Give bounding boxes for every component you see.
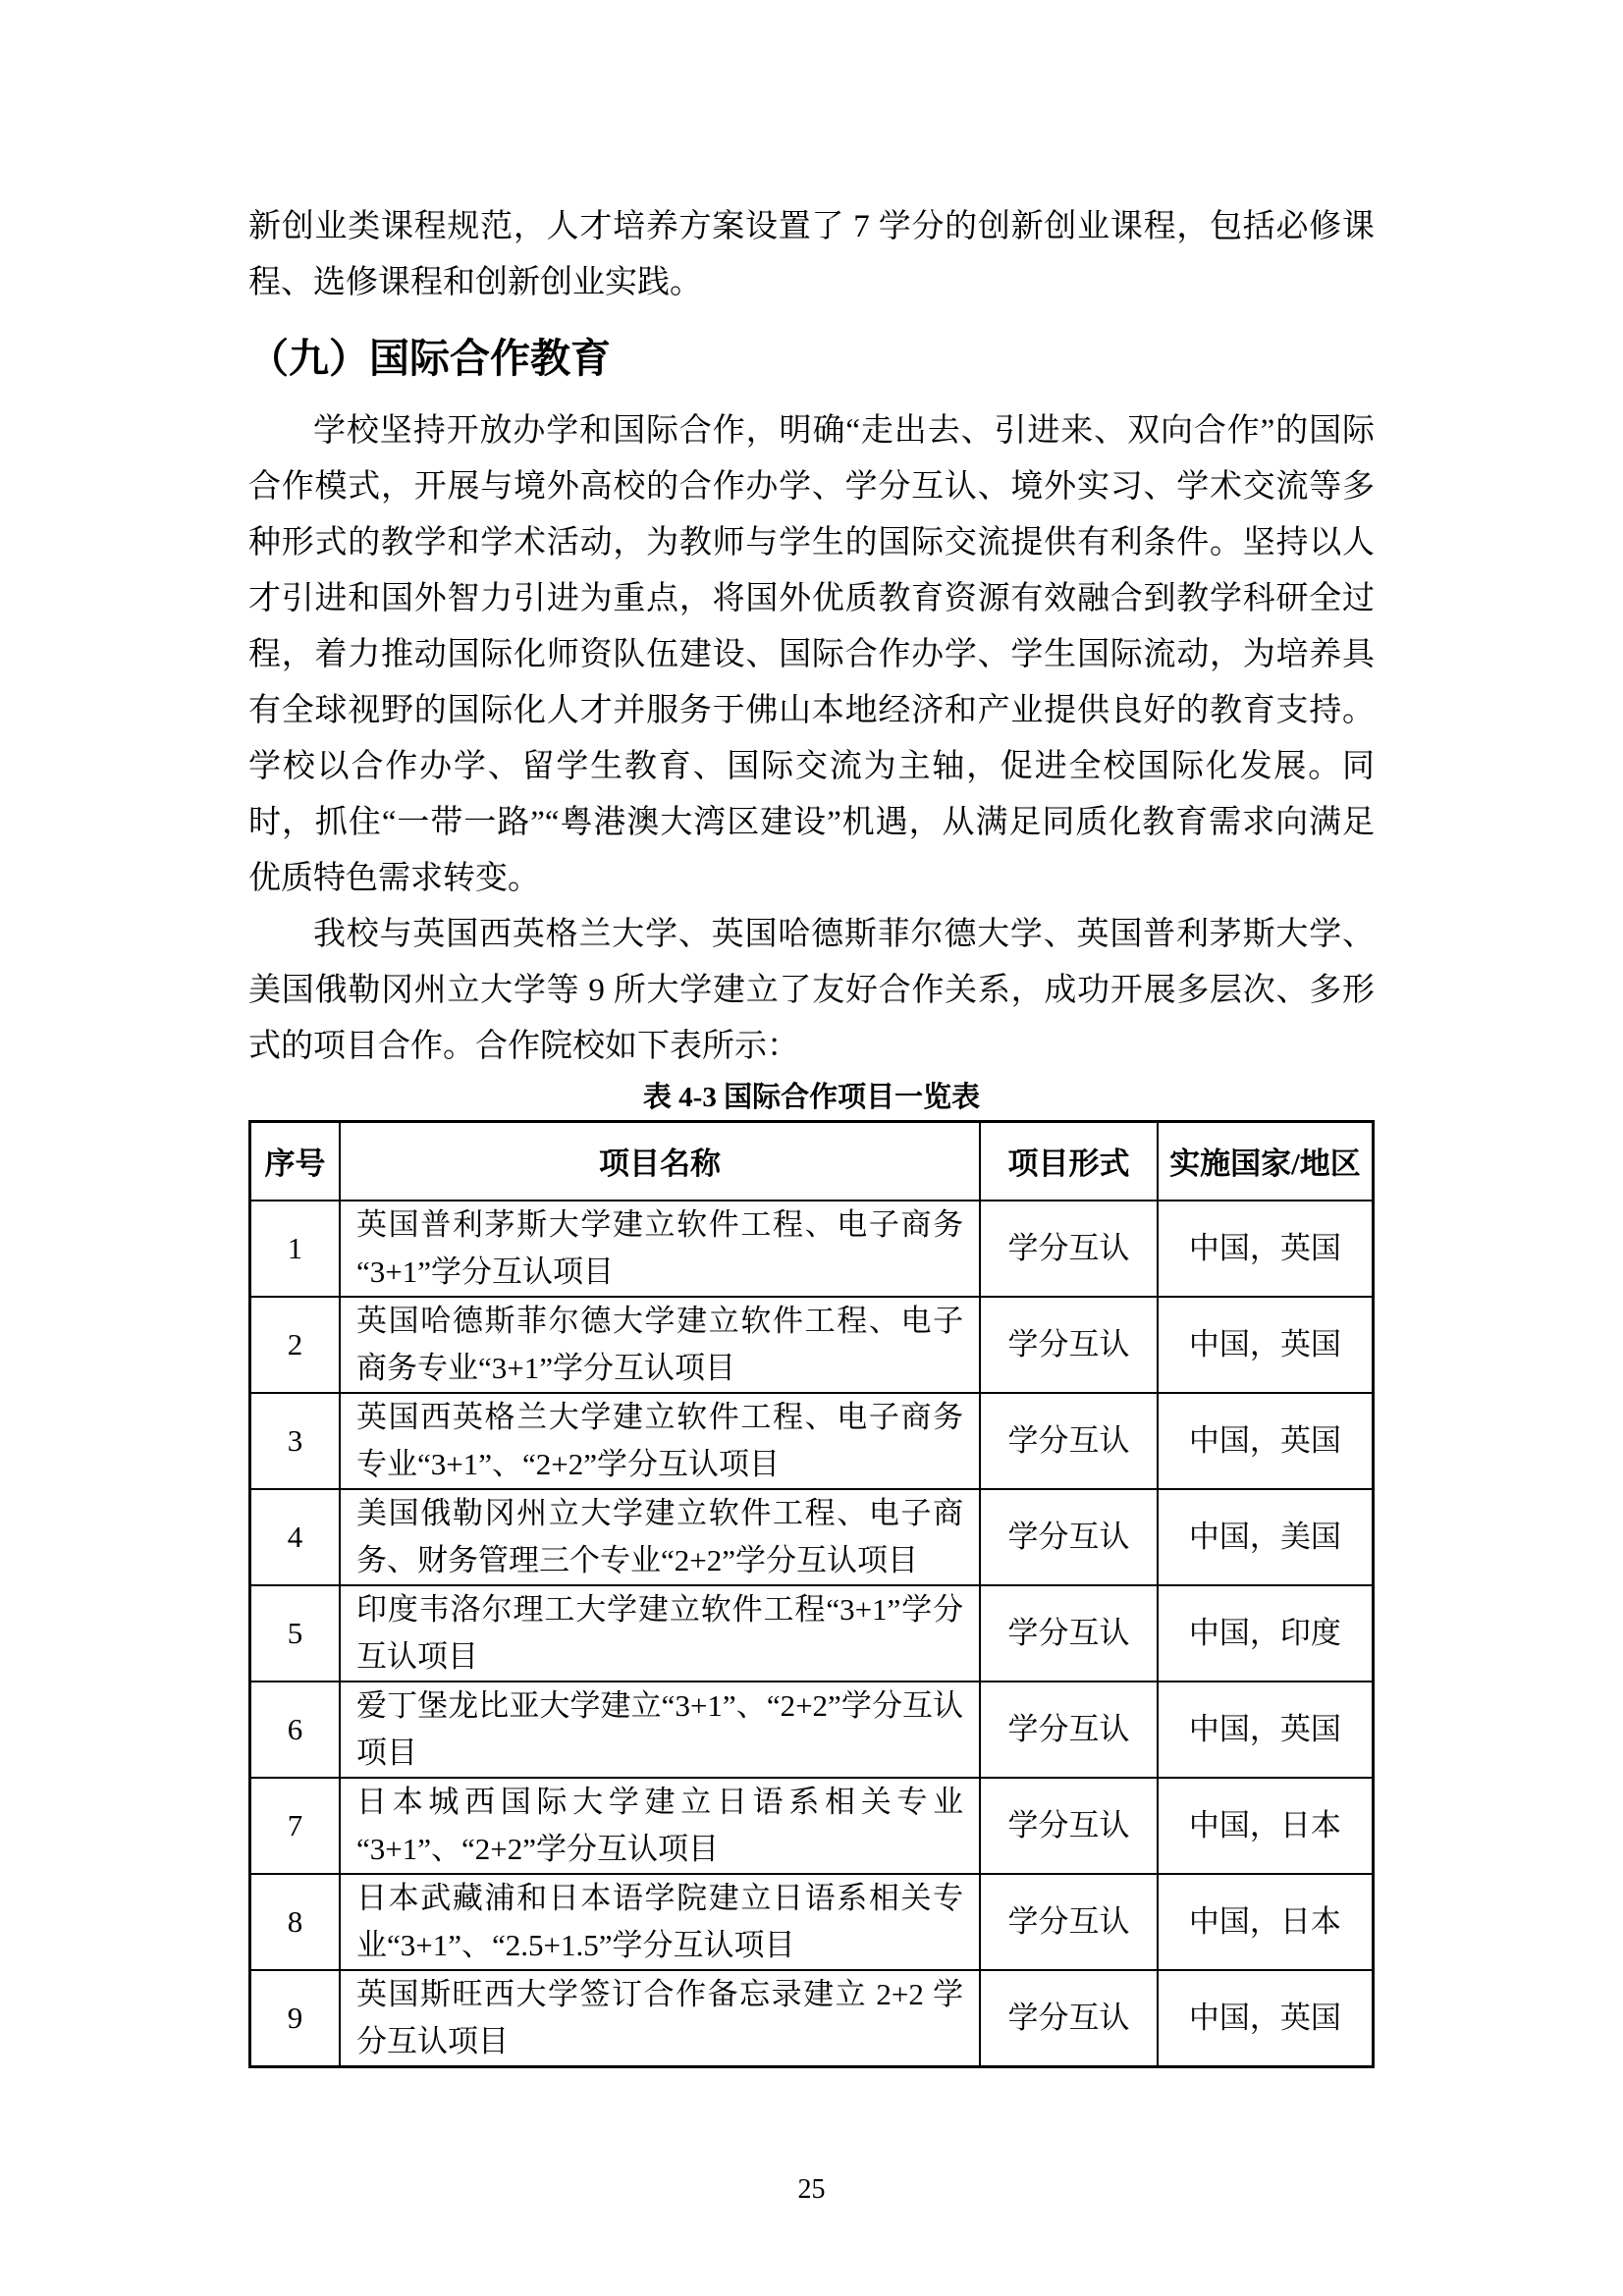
table-row: [250, 1874, 1374, 1970]
cell-country-region: 中国，印度: [1158, 1585, 1374, 1682]
cell-project-form: 学分互认: [980, 1489, 1158, 1585]
cell-serial-number: 2: [250, 1297, 341, 1393]
table-row: [250, 1489, 1374, 1585]
table-caption: 表 4-3 国际合作项目一览表: [642, 1082, 981, 1113]
table-header: [250, 1122, 1374, 1201]
cell-serial-number: 7: [250, 1778, 341, 1874]
header-serial-number: 序号: [250, 1122, 341, 1201]
cell-country-region: 中国，英国: [1158, 1393, 1374, 1489]
cell-project-form: 学分互认: [980, 1778, 1158, 1874]
paragraph-international-cooperation: 学校坚持开放办学和国际合作，明确“走出去、引进来、双向合作”的国际合作模式，开展与境外高校的合作办学、学分互认、境外实习、学术交流等多种形式的教学和学术活动，为教师与学生的国际交流提供有利条件。坚持以人才引进和国外智力引进为重点，将国外优质教育资源有效融合到教学科研全过程，着力推动国际化师资队伍建设、国际合作办学、学生国际流动，为培养具有全球视野的国际化人才并服务于佛山本地经济和产业提供良好的教育支持。学校以合作办学、留学生教育、国际交流为主轴，促进全校国际化发展。同时，抓住“一带一路”“粤港澳大湾区建设”机遇，从满足同质化教育需求向满足优质特色需求转变。: [248, 413, 1375, 896]
paragraph-partner-universities: 我校与英国西英格兰大学、英国哈德斯菲尔德大学、英国普利茅斯大学、美国俄勒冈州立大学等 9 所大学建立了友好合作关系，成功开展多层次、多形式的项目合作。合作院校如下表所示：: [248, 917, 1375, 1064]
cell-project-name: 日本城西国际大学建立日语系相关专业“3+1”、“2+2”学分互认项目: [340, 1778, 980, 1874]
cell-project-form: 学分互认: [980, 1970, 1158, 2067]
cell-project-name: 爱丁堡龙比亚大学建立“3+1”、“2+2”学分互认项目: [340, 1682, 980, 1778]
cell-project-form: 学分互认: [980, 1393, 1158, 1489]
cell-serial-number: 6: [250, 1682, 341, 1778]
cell-serial-number: 5: [250, 1585, 341, 1682]
cell-project-name: 日本武藏浦和日本语学院建立日语系相关专业“3+1”、“2.5+1.5”学分互认项目: [340, 1874, 980, 1970]
cell-project-form: 学分互认: [980, 1682, 1158, 1778]
cell-country-region: 中国，日本: [1158, 1874, 1374, 1970]
table-row: [250, 1778, 1374, 1874]
cell-project-name: 美国俄勒冈州立大学建立软件工程、电子商务、财务管理三个专业“2+2”学分互认项目: [340, 1489, 980, 1585]
table-row: [250, 1585, 1374, 1682]
cell-serial-number: 1: [250, 1201, 341, 1297]
table-row: [250, 1970, 1374, 2067]
cell-project-name: 英国普利茅斯大学建立软件工程、电子商务“3+1”学分互认项目: [340, 1201, 980, 1297]
cell-project-name: 英国哈德斯菲尔德大学建立软件工程、电子商务专业“3+1”学分互认项目: [340, 1297, 980, 1393]
cell-serial-number: 8: [250, 1874, 341, 1970]
table-row: [250, 1393, 1374, 1489]
cell-country-region: 中国，英国: [1158, 1297, 1374, 1393]
cell-project-name: 英国斯旺西大学签订合作备忘录建立 2+2 学分互认项目: [340, 1970, 980, 2067]
cell-serial-number: 9: [250, 1970, 341, 2067]
table-row: [250, 1201, 1374, 1297]
table-header-row: [250, 1122, 1374, 1201]
cell-serial-number: 4: [250, 1489, 341, 1585]
cell-serial-number: 3: [250, 1393, 341, 1489]
header-project-name: 项目名称: [340, 1122, 980, 1201]
table-row: [250, 1682, 1374, 1778]
cell-project-form: 学分互认: [980, 1201, 1158, 1297]
cell-country-region: 中国，英国: [1158, 1682, 1374, 1778]
table-row: [250, 1297, 1374, 1393]
cooperation-projects-table: [248, 1120, 1375, 2068]
section-heading: （九）国际合作教育: [248, 336, 611, 381]
table-body: [250, 1201, 1374, 2067]
header-country-region: 实施国家/地区: [1158, 1122, 1374, 1201]
cell-project-form: 学分互认: [980, 1874, 1158, 1970]
cell-project-form: 学分互认: [980, 1585, 1158, 1682]
cell-country-region: 中国，美国: [1158, 1489, 1374, 1585]
page-number: 25: [797, 2174, 826, 2205]
cell-project-form: 学分互认: [980, 1297, 1158, 1393]
cell-project-name: 印度韦洛尔理工大学建立软件工程“3+1”学分互认项目: [340, 1585, 980, 1682]
cell-country-region: 中国，英国: [1158, 1970, 1374, 2067]
cell-country-region: 中国，日本: [1158, 1778, 1374, 1874]
cell-country-region: 中国，英国: [1158, 1201, 1374, 1297]
paragraph-continuation: 新创业类课程规范，人才培养方案设置了 7 学分的创新创业课程，包括必修课程、选修课程和创新创业实践。: [248, 209, 1375, 300]
cell-project-name: 英国西英格兰大学建立软件工程、电子商务专业“3+1”、“2+2”学分互认项目: [340, 1393, 980, 1489]
header-project-form: 项目形式: [980, 1122, 1158, 1201]
